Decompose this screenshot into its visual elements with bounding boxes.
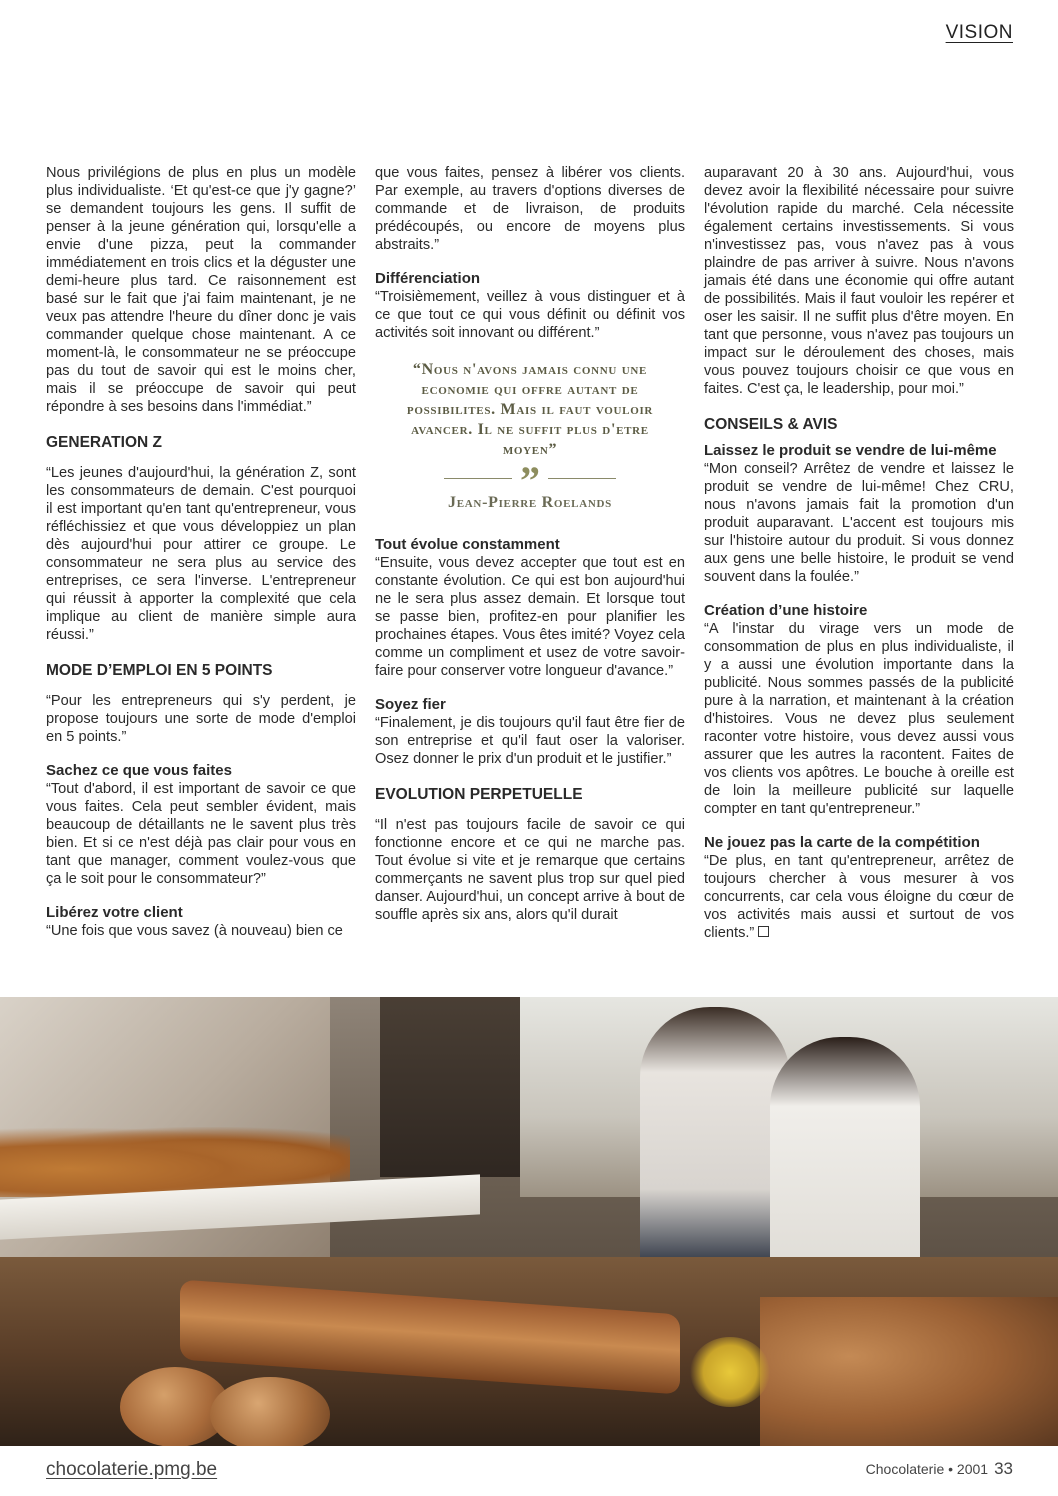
- paragraph: “Tout d'abord, il est important de savoir ce que vous faites. Cela peut sembler évident, mais beaucoup de détaillants ne le savent plus très bien. Et si ce n'est déjà pas clair pour vous en tant que manager, comment voulez-vous que ça le soit pour le consommateur?”: [46, 781, 356, 887]
- section-tag: VISION: [945, 22, 1013, 43]
- subheading-soyez-fier: Soyez fier: [375, 696, 446, 713]
- photo-loaf: [210, 1377, 330, 1446]
- photo-flowers: [690, 1337, 770, 1407]
- paragraph: “Finalement, je dis toujours qu'il faut être fier de son entreprise et qu'il faut oser la valoriser. Osez donner le prix d'un produit et le justifier.”: [375, 715, 685, 767]
- subheading-jouez: Ne jouez pas la carte de la compétition: [704, 834, 980, 851]
- paragraph: “Il n'est pas toujours facile de savoir ce qui fonctionne encore et ce qui ne marche pas. Tout évolue si vite et je remarque que certains commerçants ne savent plus trop sur quel pied danser. Aujourd'hui, un concept arrive à bout de souffle après six ans, alors qu'il durait: [375, 817, 685, 923]
- column-1: [46, 164, 356, 940]
- paragraph: auparavant 20 à 30 ans. Aujourd'hui, vous devez avoir la flexibilité nécessaire pour suivre l'évolution rapide du marché. Cela nécessite également certains investissements. Si vous n'investissez pas, vous n'avez pas à vous plaindre de pas arriver à suivre. Nous n'avons jamais été dans une économie qui offre autant de possibilités. Mais il faut vouloir les repérer et oser les saisir. Il ne suffit plus d'être moyen. En tant que personne, vous n'avez pas toujours un impact sur le déroulement des choses, mais vous pouvez toujours choisir ce que vous en faites. C'est ça, le leadership, pour moi.”: [704, 165, 1014, 397]
- heading-evolution: EVOLUTION PERPETUELLE: [375, 786, 583, 803]
- subheading-differenciation: Différenciation: [375, 270, 481, 287]
- subheading-tout-evolue: Tout évolue constamment: [375, 536, 560, 553]
- pull-quote: [375, 360, 685, 512]
- website-link[interactable]: chocolaterie.pmg.be: [46, 1459, 218, 1480]
- heading-generation-z: GENERATION Z: [46, 434, 162, 451]
- paragraph: Nous privilégions de plus en plus un modèle plus individualiste. ‘Et qu'est-ce que j'y gagne?’ se demandent toujours les gens. Il suffit de penser à la jeune génération qui, lorsqu'elle a envie d'une pizza, peut la commander immédiatement en trois clics et la déguster une demi-heure plus tard. Ce raisonnement est basé sur le fait que j'ai faim maintenant, je ne veux pas attendre l'heure du dîner donc je vais commander quelque chose maintenant. A ce moment-là, le consommateur ne se préoccupe pas du tout de savoir qui est le moins cher, mais il se préoccupe de savoir qui peut répondre à ses besoins dans l'immédiat.”: [46, 165, 356, 415]
- paragraph: “Ensuite, vous devez accepter que tout est en constante évolution. Ce qui est bon aujourd'hui ne le sera plus assez demain. Et lorsque tout se passe bien, profitez-en pour planifier les prochaines étapes. Vous êtes imité? Voyez cela comme un compliment et usez de votre savoir-faire pour conserver votre longueur d'avance.”: [375, 555, 685, 679]
- photo-baker: [770, 1037, 920, 1267]
- page-footer: [866, 1459, 1013, 1479]
- subheading-sachez: Sachez ce que vous faites: [46, 762, 232, 779]
- paragraph: “A l'instar du virage vers un mode de consommation de plus en plus individualiste, il y a aussi une évolution importante dans la publicité. Nous sommes passés de la publicité pure à la narration, et maintenant à la création d'histoires. Vous ne devez plus seulement raconter votre histoire, vous devez aussi vous assurer que les autres la racontent. Faites de vos clients vos apôtres. Le bouche à oreille est de loin la meilleure publicité sur laquelle compter en tant qu'entrepreneur.”: [704, 621, 1014, 817]
- bakery-photo: [0, 997, 1058, 1446]
- subheading-liberez: Libérez votre client: [46, 904, 183, 921]
- page-number: 33: [994, 1459, 1013, 1478]
- column-3: [704, 164, 1014, 942]
- subheading-creation: Création d’une histoire: [704, 602, 868, 619]
- divider-line: [548, 478, 616, 479]
- heading-mode-emploi: MODE D’EMPLOI EN 5 POINTS: [46, 662, 273, 679]
- quote-mark-icon: ”: [520, 466, 540, 490]
- photo-bread-basket: [760, 1297, 1058, 1446]
- quote-divider: [375, 466, 685, 490]
- subheading-laissez: Laissez le produit se vendre de lui-même: [704, 442, 997, 459]
- column-2: [375, 164, 685, 924]
- pull-quote-text: “Nous n'avons jamais connu une economie qui offre autant de possibilites. Mais il faut vouloir avancer. Il ne suffit plus d'etre moyen”: [406, 361, 654, 458]
- paragraph: “Pour les entrepreneurs qui s'y perdent, je propose toujours une sorte de mode d'emploi en 5 points.”: [46, 693, 356, 745]
- paragraph-text: “De plus, en tant qu'entrepreneur, arrêtez de toujours chercher à vous mesurer à vos concurrents, car cela vous éloigne du cœur de vos activités mais aussi et surtout de vos clients.”: [704, 853, 1014, 941]
- paragraph: [704, 852, 1014, 942]
- paragraph: “Mon conseil? Arrêtez de vendre et laissez le produit se vendre de lui-même! Chez CRU, nous n'avons jamais fait la promotion d'un produit auparavant. L'accent est toujours mis sur l'histoire autour du produit. Si vous donnez aux gens une belle histoire, le produit se vend souvent dans la foulée.”: [704, 461, 1014, 585]
- heading-conseils: CONSEILS & AVIS: [704, 416, 838, 433]
- paragraph: que vous faites, pensez à libérer vos clients. Par exemple, au travers d'options diverses de commande et de livraison, de produits prédécoupés, ou encore de moyens plus abstraits.”: [375, 165, 685, 253]
- paragraph: “Troisièmement, veillez à vous distinguer et à ce que tout ce qui vous définit ou définit vos activités soit innovant ou différent.”: [375, 289, 685, 341]
- paragraph: “Les jeunes d'aujourd'hui, la génération Z, sont les consommateurs de demain. C'est pourquoi il est important qu'en tant qu'entrepreneur, vous réfléchissiez et que vous développiez un plan dès aujourd'hui pour attirer ce groupe. Le consommateur ne sera plus au service des entreprises, ce sera l'inverse. L'entrepreneur qui réussit à apporter la complexité que cela implique au client de manière simple aura réussi.”: [46, 465, 356, 643]
- end-of-article-icon: [758, 926, 769, 937]
- quote-author: Jean-Pierre Roelands: [448, 494, 612, 511]
- paragraph: “Une fois que vous savez (à nouveau) bien ce: [46, 923, 343, 939]
- divider-line: [444, 478, 512, 479]
- issue-label: Chocolaterie • 2001: [865, 1461, 989, 1477]
- photo-baker: [640, 1007, 790, 1267]
- photo-shadow: [380, 997, 530, 1177]
